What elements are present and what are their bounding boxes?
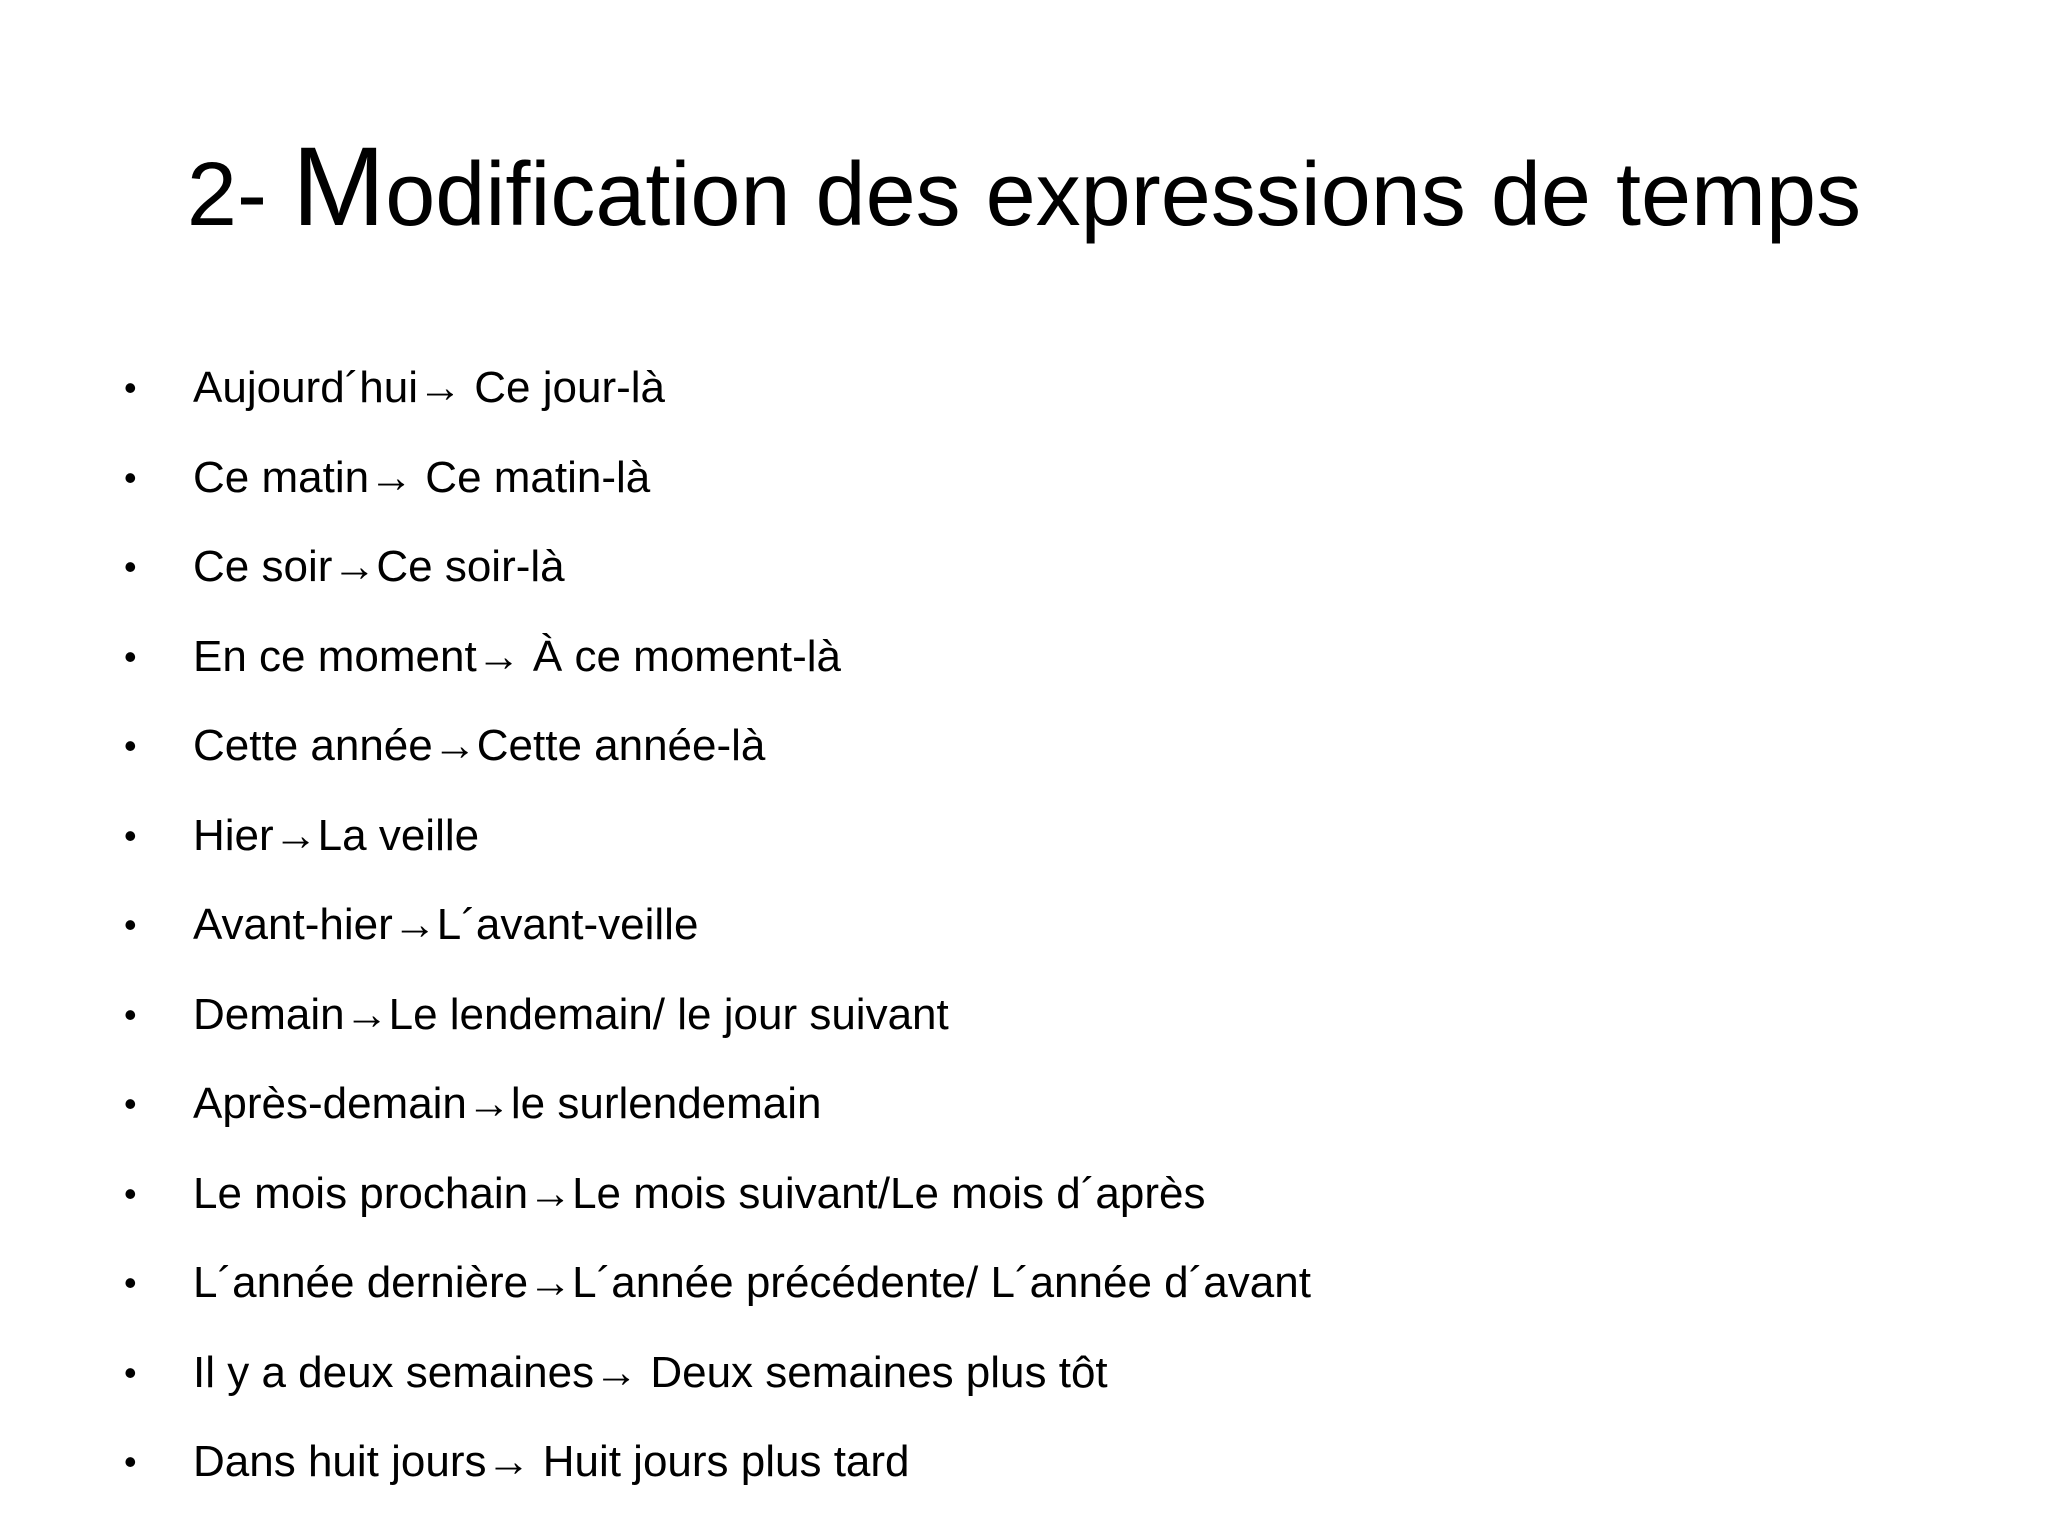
- list-item-text: Hier→La veille: [193, 810, 480, 860]
- bullet-icon: •: [124, 1441, 137, 1482]
- list-item-text: Dans huit jours→ Huit jours plus tard: [193, 1437, 910, 1486]
- list-item-text: Ce matin→ Ce matin-là: [193, 452, 651, 502]
- list-item-text: Après-demain→le surlendemain: [193, 1079, 822, 1128]
- title-initial: M: [291, 124, 386, 249]
- bullet-icon: •: [124, 1351, 137, 1393]
- bullet-icon: •: [124, 546, 137, 587]
- title-prefix: 2-: [186, 145, 292, 245]
- list-item-text: Avant-hier→L´avant-veille: [193, 900, 699, 949]
- bullet-icon: •: [124, 1083, 137, 1124]
- bullet-icon: •: [124, 367, 137, 408]
- list-item-text: Le mois prochain→Le mois suivant/Le mois d´après: [193, 1168, 1206, 1218]
- list-item-text: Demain→Le lendemain/ le jour suivant: [193, 989, 949, 1039]
- bullet-icon: •: [124, 725, 137, 766]
- list-item-text: En ce moment→ À ce moment-là: [193, 631, 842, 681]
- slide-title: [0, 124, 2048, 250]
- list-item-text: L´année dernière→L´année précédente/ L´année d´avant: [193, 1258, 1311, 1307]
- title-rest: odification des expressions de temps: [385, 145, 1862, 245]
- bullet-icon: •: [124, 1172, 137, 1214]
- bullet-icon: •: [124, 635, 137, 677]
- list-item-text: Aujourd´hui→ Ce jour-là: [193, 363, 665, 412]
- bullet-icon: •: [124, 904, 137, 945]
- bullet-icon: •: [124, 993, 137, 1035]
- bullet-icon: •: [124, 1262, 137, 1303]
- list-item-text: Il y a deux semaines→ Deux semaines plus tôt: [193, 1347, 1108, 1397]
- list-item-text: Ce soir→Ce soir-là: [193, 542, 565, 591]
- bullet-icon: •: [124, 456, 137, 498]
- list-item-text: Cette année→Cette année-là: [193, 721, 766, 770]
- bullet-icon: •: [124, 814, 137, 856]
